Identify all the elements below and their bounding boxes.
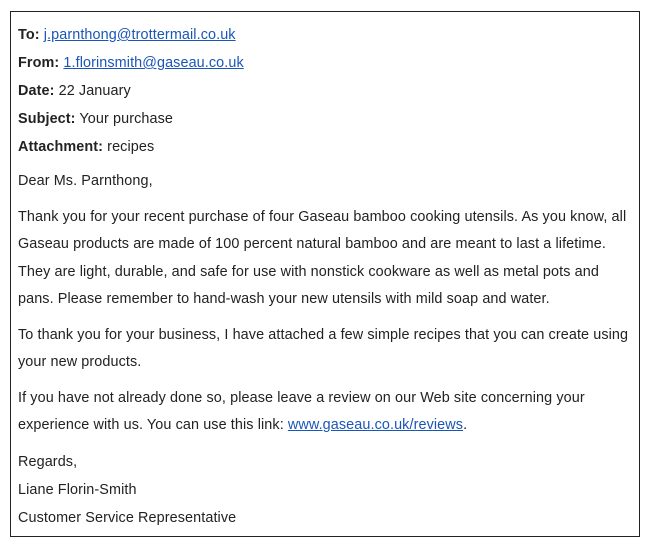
closing: Regards, xyxy=(18,453,78,470)
reviews-link[interactable]: www.gaseau.co.uk/reviews xyxy=(287,417,464,433)
subject-value: Your purchase xyxy=(79,111,173,127)
date-label: Date: xyxy=(18,83,55,99)
attachment-value: recipes xyxy=(107,139,155,155)
signature-title: Customer Service Representative xyxy=(18,509,237,526)
paragraph-3-end: . xyxy=(463,417,468,433)
paragraph-3 xyxy=(18,385,639,440)
from-line xyxy=(18,49,639,77)
date-line xyxy=(18,77,639,105)
from-email-link[interactable]: 1.florinsmith@gaseau.co.uk xyxy=(63,55,244,71)
paragraph-2: To thank you for your business, I have attached a few simple recipes that you can create using your new products. xyxy=(18,326,629,370)
attachment-line xyxy=(18,133,639,161)
from-label: From: xyxy=(18,55,60,71)
to-email-link[interactable]: j.parnthong@trottermail.co.uk xyxy=(43,27,236,43)
date-value: 22 January xyxy=(58,83,131,99)
subject-label: Subject: xyxy=(18,111,76,127)
attachment-label: Attachment: xyxy=(18,139,104,155)
to-label: To: xyxy=(18,27,40,43)
greeting: Dear Ms. Parnthong, xyxy=(18,173,153,189)
paragraph-1: Thank you for your recent purchase of four Gaseau bamboo cooking utensils. As you know, all Gaseau products are made of 100 percent natural bamboo and are meant to last a lifetime. They are light, durable, and safe for use with nonstick cookware as well as metal pots and pans. Please remember to hand-wash your new utensils with mild soap and water. xyxy=(18,208,627,307)
to-line xyxy=(18,21,639,49)
signature-name: Liane Florin-Smith xyxy=(18,481,137,498)
email-message xyxy=(10,11,640,537)
subject-line xyxy=(18,105,639,133)
paragraph-3-text: If you have not already done so, please leave a review on our Web site concerning your experience with us. You can use this link: xyxy=(18,389,585,433)
